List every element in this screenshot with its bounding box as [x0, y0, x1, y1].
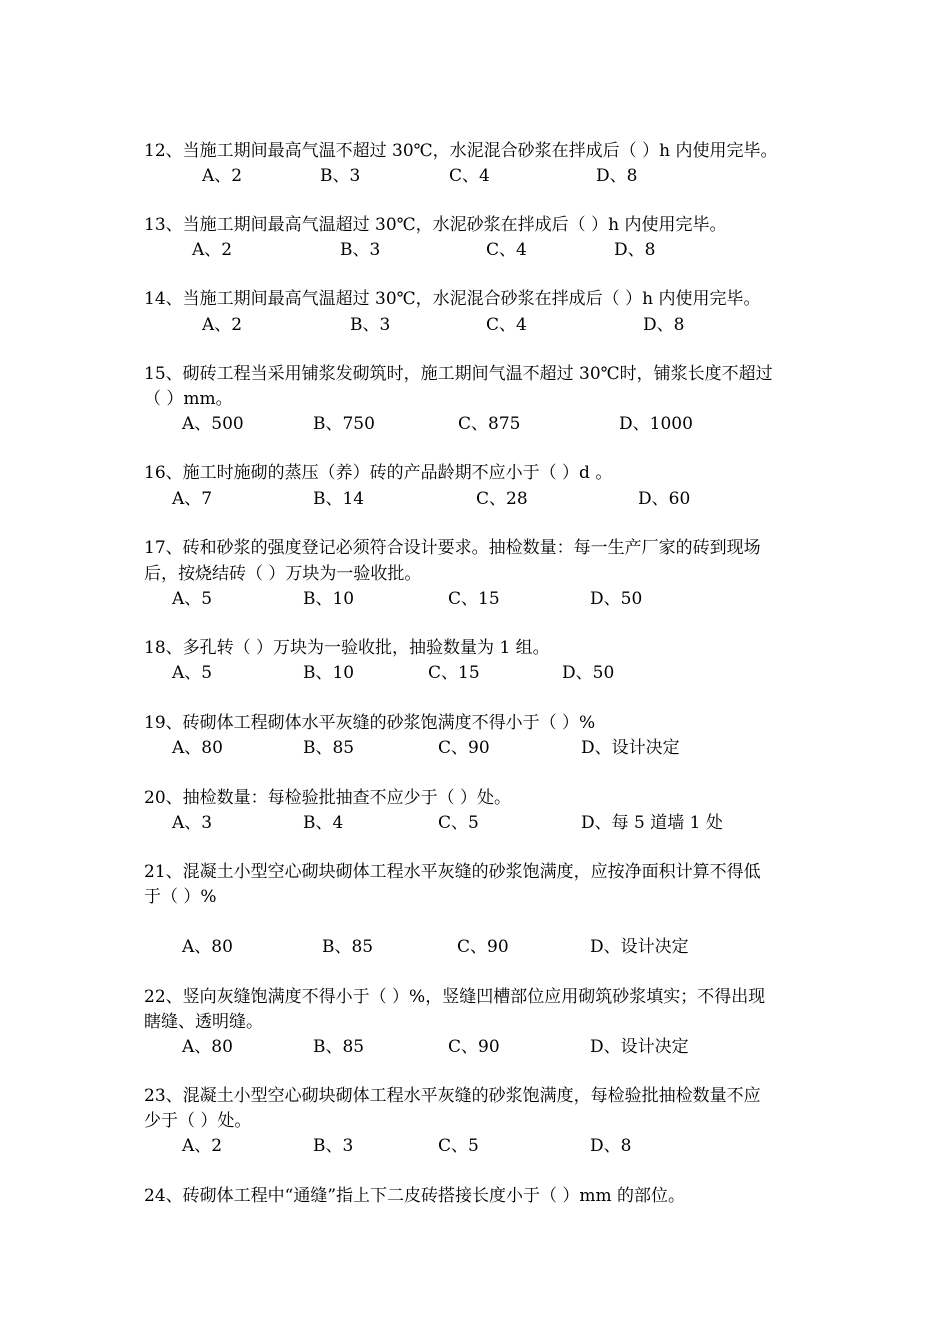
question-12-option-c: C、4 — [449, 166, 490, 186]
question-15-option-b: B、750 — [313, 414, 375, 434]
question-13-stem: 13、当施工期间最高气温超过 30℃，水泥砂浆在拌成后（ ）h 内使用完毕。 — [144, 215, 727, 235]
question-18-option-a: A、5 — [172, 663, 213, 683]
question-18-stem: 18、多孔转（ ）万块为一验收批，抽验数量为 1 组。 — [144, 638, 550, 658]
question-21-stem-line-1: 21、混凝土小型空心砌块砌体工程水平灰缝的砂浆饱满度，应按净面积计算不得低 — [144, 862, 761, 882]
question-14-stem: 14、当施工期间最高气温超过 30℃，水泥混合砂浆在拌成后（ ）h 内使用完毕。 — [144, 289, 761, 309]
question-21-option-b: B、85 — [322, 937, 374, 957]
question-19-option-c: C、90 — [438, 738, 490, 758]
question-22-stem-line-1: 22、竖向灰缝饱满度不得小于（ ）%，竖缝凹槽部位应用砌筑砂浆填实；不得出现 — [144, 987, 766, 1007]
question-15-option-c: C、875 — [458, 414, 521, 434]
question-18-option-d: D、50 — [562, 663, 615, 683]
question-17-stem-line-2: 后，按烧结砖（ ）万块为一验收批。 — [144, 564, 422, 584]
question-17-stem-line-1: 17、砖和砂浆的强度登记必须符合设计要求。抽检数量：每一生产厂家的砖到现场 — [144, 538, 761, 558]
question-23-stem-line-1: 23、混凝土小型空心砌块砌体工程水平灰缝的砂浆饱满度，每检验批抽检数量不应 — [144, 1086, 761, 1106]
question-12-option-d: D、8 — [596, 166, 638, 186]
question-23-option-d: D、8 — [590, 1136, 632, 1156]
question-20-option-d: D、每 5 道墙 1 处 — [581, 813, 723, 833]
question-22-stem-line-2: 瞎缝、透明缝。 — [144, 1012, 263, 1032]
question-22-option-b: B、85 — [313, 1037, 365, 1057]
question-21-stem-line-2: 于（ ）% — [144, 887, 217, 907]
question-12-stem: 12、当施工期间最高气温不超过 30℃，水泥混合砂浆在拌成后（ ）h 内使用完毕。 — [144, 141, 778, 161]
question-14-option-d: D、8 — [643, 315, 685, 335]
question-17-option-c: C、15 — [448, 589, 500, 609]
question-20-option-c: C、5 — [438, 813, 479, 833]
question-22-option-a: A、80 — [182, 1037, 233, 1057]
question-23-stem-line-2: 少于（ ）处。 — [144, 1111, 252, 1131]
question-17-option-b: B、10 — [303, 589, 355, 609]
question-12-option-b: B、3 — [320, 166, 361, 186]
question-14-option-b: B、3 — [350, 315, 391, 335]
question-21-option-a: A、80 — [182, 937, 233, 957]
question-17-option-a: A、5 — [172, 589, 213, 609]
question-16-option-b: B、14 — [313, 489, 365, 509]
question-21-option-c: C、90 — [457, 937, 509, 957]
question-20-option-b: B、4 — [303, 813, 344, 833]
question-14-option-c: C、4 — [486, 315, 527, 335]
question-13-option-c: C、4 — [486, 240, 527, 260]
question-23-option-a: A、2 — [182, 1136, 223, 1156]
question-15-stem-line-1: 15、砌砖工程当采用铺浆发砌筑时，施工期间气温不超过 30℃时，铺浆长度不超过 — [144, 364, 773, 384]
question-17-option-d: D、50 — [590, 589, 643, 609]
question-22-option-c: C、90 — [448, 1037, 500, 1057]
question-23-option-b: B、3 — [313, 1136, 354, 1156]
question-19-option-a: A、80 — [172, 738, 223, 758]
question-15-option-d: D、1000 — [619, 414, 693, 434]
question-16-option-c: C、28 — [476, 489, 528, 509]
question-16-stem: 16、施工时施砌的蒸压（养）砖的产品龄期不应小于（ ）d 。 — [144, 463, 613, 483]
question-23-option-c: C、5 — [438, 1136, 479, 1156]
question-21-option-d: D、设计决定 — [590, 937, 689, 957]
question-14-option-a: A、2 — [202, 315, 243, 335]
question-22-option-d: D、设计决定 — [590, 1037, 689, 1057]
question-15-option-a: A、500 — [182, 414, 244, 434]
question-13-option-d: D、8 — [614, 240, 656, 260]
question-19-stem: 19、砖砌体工程砌体水平灰缝的砂浆饱满度不得小于（ ）% — [144, 713, 596, 733]
question-13-option-a: A、2 — [192, 240, 233, 260]
question-15-stem-line-2: （ ）mm。 — [144, 389, 233, 409]
question-16-option-d: D、60 — [638, 489, 691, 509]
question-19-option-b: B、85 — [303, 738, 355, 758]
question-18-option-c: C、15 — [428, 663, 480, 683]
question-18-option-b: B、10 — [303, 663, 355, 683]
question-24-stem: 24、砖砌体工程中“通缝”指上下二皮砖搭接长度小于（ ）mm 的部位。 — [144, 1186, 686, 1206]
question-19-option-d: D、设计决定 — [581, 738, 680, 758]
question-12-option-a: A、2 — [202, 166, 243, 186]
question-13-option-b: B、3 — [340, 240, 381, 260]
question-16-option-a: A、7 — [172, 489, 213, 509]
question-20-stem: 20、抽检数量：每检验批抽查不应少于（ ）处。 — [144, 788, 512, 808]
question-20-option-a: A、3 — [172, 813, 213, 833]
